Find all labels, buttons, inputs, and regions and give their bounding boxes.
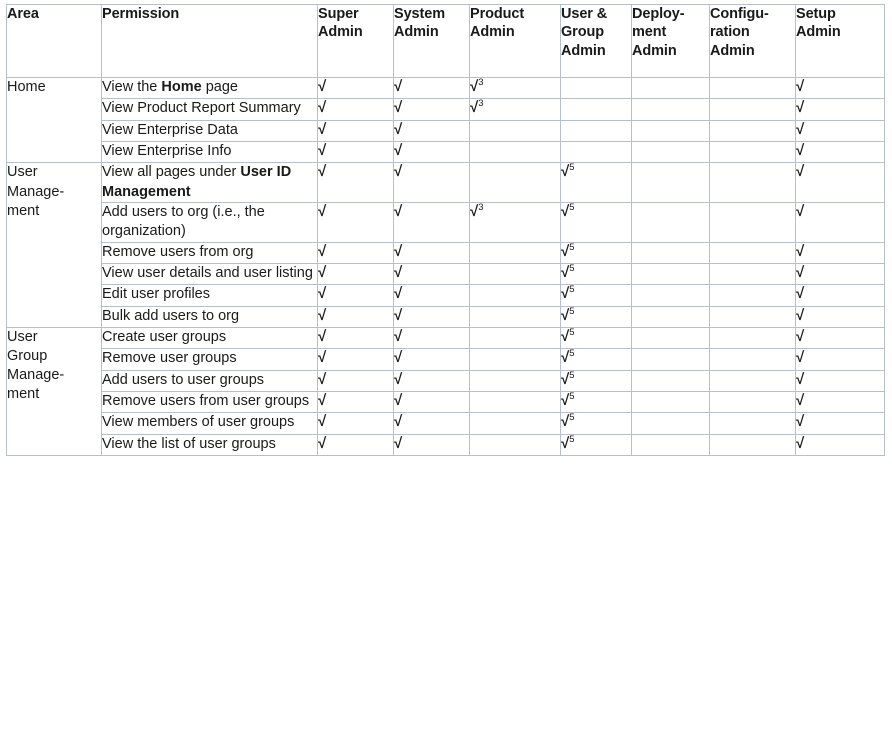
permission-empty-user-group bbox=[561, 120, 632, 141]
permission-text: Remove users from org bbox=[102, 243, 254, 260]
permission-empty-configuration bbox=[710, 263, 796, 284]
permission-text: Edit user profiles bbox=[102, 286, 210, 303]
check-icon: √ bbox=[394, 163, 403, 181]
footnote-marker: 3 bbox=[478, 98, 484, 110]
column-header-line: Admin bbox=[561, 42, 606, 59]
check-icon: √ bbox=[796, 413, 805, 431]
permission-empty-configuration bbox=[710, 349, 796, 370]
permission-text: View user details and user listing bbox=[102, 264, 313, 281]
permission-empty-deployment bbox=[632, 263, 710, 284]
column-header-line: System bbox=[394, 6, 445, 22]
permission-granted-user-group bbox=[561, 242, 632, 263]
check-icon: √ bbox=[796, 142, 805, 160]
check-icon: √$^5$ bbox=[561, 369, 575, 388]
permission-emphasis: Home bbox=[161, 79, 202, 95]
check-icon: √ bbox=[394, 413, 403, 431]
check-icon: √$^5$ bbox=[561, 326, 575, 345]
table-row bbox=[7, 78, 885, 99]
check-icon: √ bbox=[394, 327, 403, 345]
check-icon: √$^3$ bbox=[470, 98, 484, 117]
permission-empty-configuration bbox=[710, 142, 796, 163]
permission-granted-super bbox=[318, 306, 394, 327]
permission-empty-deployment bbox=[632, 327, 710, 348]
footnote-marker: 5 bbox=[569, 241, 575, 253]
permission-empty-deployment bbox=[632, 306, 710, 327]
permission-empty-deployment bbox=[632, 370, 710, 391]
column-header-line: User & bbox=[561, 6, 608, 22]
check-icon: √ bbox=[394, 120, 403, 138]
permission-granted-user-group bbox=[561, 202, 632, 242]
permission-granted-system bbox=[394, 327, 470, 348]
check-icon: √ bbox=[394, 242, 403, 260]
permission-granted-setup bbox=[796, 370, 885, 391]
permission-empty-deployment bbox=[632, 120, 710, 141]
permission-text: View Enterprise Info bbox=[102, 143, 232, 160]
check-icon: √ bbox=[318, 370, 327, 388]
check-icon: √ bbox=[796, 434, 805, 452]
check-icon: √ bbox=[318, 78, 327, 95]
check-icon: √$^5$ bbox=[561, 262, 575, 281]
permission-empty-product bbox=[470, 163, 561, 203]
check-icon: √ bbox=[318, 142, 327, 160]
check-icon: √ bbox=[318, 163, 327, 181]
permission-empty-deployment bbox=[632, 434, 710, 455]
permission-empty-deployment bbox=[632, 202, 710, 242]
check-icon: √ bbox=[796, 263, 805, 281]
permission-granted-system bbox=[394, 306, 470, 327]
permission-text: page bbox=[201, 79, 238, 95]
permission-granted-user-group bbox=[561, 370, 632, 391]
permission-granted-system bbox=[394, 285, 470, 306]
permission-granted-setup bbox=[796, 349, 885, 370]
permission-granted-super bbox=[318, 391, 394, 412]
column-header-line: ration bbox=[710, 24, 750, 41]
check-icon: √ bbox=[796, 349, 805, 367]
column-header-system bbox=[394, 5, 470, 78]
permission-granted-system bbox=[394, 434, 470, 455]
permission-granted-system bbox=[394, 242, 470, 263]
area-label-line: ment bbox=[7, 386, 40, 403]
permission-text: Remove user groups bbox=[102, 350, 237, 367]
permission-empty-deployment bbox=[632, 142, 710, 163]
check-icon: √$^5$ bbox=[561, 412, 575, 431]
permission-empty-configuration bbox=[710, 120, 796, 141]
permission-granted-product bbox=[470, 99, 561, 120]
column-header-line: Admin bbox=[470, 24, 515, 41]
check-icon: √$^5$ bbox=[561, 284, 575, 303]
permission-matrix-table bbox=[6, 4, 885, 456]
permission-granted-system bbox=[394, 202, 470, 242]
footnote-marker: 5 bbox=[569, 412, 575, 424]
permission-empty-configuration bbox=[710, 434, 796, 455]
column-header-line: Admin bbox=[632, 42, 677, 59]
footnote-marker: 5 bbox=[569, 262, 575, 274]
permission-granted-system bbox=[394, 78, 470, 99]
permission-granted-system bbox=[394, 349, 470, 370]
permission-cell bbox=[102, 370, 318, 391]
permission-empty-product bbox=[470, 349, 561, 370]
permission-granted-super bbox=[318, 120, 394, 141]
footnote-marker: 5 bbox=[569, 390, 575, 402]
permission-granted-super bbox=[318, 370, 394, 391]
permission-text: View members of user groups bbox=[102, 414, 295, 431]
permission-empty-product bbox=[470, 242, 561, 263]
footnote-marker: 5 bbox=[569, 326, 575, 338]
permission-granted-super bbox=[318, 434, 394, 455]
permission-empty-configuration bbox=[710, 202, 796, 242]
permission-granted-super bbox=[318, 413, 394, 434]
table-row bbox=[7, 163, 885, 203]
permission-empty-product bbox=[470, 263, 561, 284]
check-icon: √ bbox=[796, 242, 805, 260]
column-header-line: Setup bbox=[796, 6, 836, 22]
footnote-marker: 5 bbox=[569, 162, 575, 174]
area-label-line: Manage- bbox=[7, 183, 65, 200]
permission-text: Create user groups bbox=[102, 328, 227, 345]
table-row bbox=[7, 242, 885, 263]
check-icon: √ bbox=[318, 263, 327, 281]
check-icon: √$^5$ bbox=[561, 433, 575, 452]
column-header-setup bbox=[796, 5, 885, 78]
area-label-line: Group bbox=[7, 348, 48, 364]
permission-empty-configuration bbox=[710, 327, 796, 348]
area-label-line: Manage- bbox=[7, 367, 65, 384]
column-header-line: Group bbox=[561, 24, 604, 41]
column-header-line: Deploy- bbox=[632, 6, 685, 22]
permission-granted-super bbox=[318, 78, 394, 99]
permission-granted-setup bbox=[796, 434, 885, 455]
column-header-configuration bbox=[710, 5, 796, 78]
check-icon: √ bbox=[394, 263, 403, 281]
permission-empty-configuration bbox=[710, 242, 796, 263]
table-row bbox=[7, 391, 885, 412]
permission-empty-deployment bbox=[632, 163, 710, 203]
permission-granted-super bbox=[318, 242, 394, 263]
permission-text: View the list of user groups bbox=[102, 435, 276, 452]
column-header-user-group bbox=[561, 5, 632, 78]
table-row bbox=[7, 285, 885, 306]
permission-granted-setup bbox=[796, 99, 885, 120]
area-label-line: ment bbox=[7, 202, 40, 219]
permission-empty-user-group bbox=[561, 142, 632, 163]
permission-granted-setup bbox=[796, 413, 885, 434]
table-row bbox=[7, 370, 885, 391]
permission-empty-product bbox=[470, 327, 561, 348]
permission-cell bbox=[102, 78, 318, 99]
permission-granted-user-group bbox=[561, 349, 632, 370]
table-row bbox=[7, 142, 885, 163]
check-icon: √ bbox=[394, 306, 403, 324]
check-icon: √$^3$ bbox=[470, 201, 484, 220]
permission-granted-setup bbox=[796, 242, 885, 263]
permission-empty-configuration bbox=[710, 306, 796, 327]
permission-granted-system bbox=[394, 163, 470, 203]
permission-cell bbox=[102, 327, 318, 348]
column-header-product bbox=[470, 5, 561, 78]
permission-empty-product bbox=[470, 434, 561, 455]
permission-cell bbox=[102, 306, 318, 327]
permission-granted-super bbox=[318, 349, 394, 370]
permission-granted-super bbox=[318, 163, 394, 203]
permission-empty-deployment bbox=[632, 285, 710, 306]
permission-granted-user-group bbox=[561, 434, 632, 455]
column-header-line: Product bbox=[470, 6, 525, 22]
check-icon: √ bbox=[318, 391, 327, 409]
column-header-super bbox=[318, 5, 394, 78]
permission-granted-system bbox=[394, 120, 470, 141]
permission-empty-configuration bbox=[710, 163, 796, 203]
permission-empty-product bbox=[470, 120, 561, 141]
column-header-line: Admin bbox=[394, 24, 439, 41]
permission-emphasis: User ID Management bbox=[102, 164, 292, 200]
column-header-line: Admin bbox=[318, 24, 363, 41]
permission-cell bbox=[102, 263, 318, 284]
permission-empty-product bbox=[470, 285, 561, 306]
area-label-line: User bbox=[7, 328, 38, 345]
table-row bbox=[7, 327, 885, 348]
check-icon: √$^5$ bbox=[561, 201, 575, 220]
permission-granted-super bbox=[318, 142, 394, 163]
permission-text: View Product Report Summary bbox=[102, 100, 301, 117]
check-icon: √$^5$ bbox=[561, 348, 575, 367]
check-icon: √$^5$ bbox=[561, 162, 575, 181]
column-header-line: Configu- bbox=[710, 6, 769, 22]
permission-granted-super bbox=[318, 99, 394, 120]
column-header-deployment bbox=[632, 5, 710, 78]
permission-empty-product bbox=[470, 413, 561, 434]
footnote-marker: 3 bbox=[478, 201, 484, 213]
check-icon: √ bbox=[796, 78, 805, 95]
footnote-marker: 5 bbox=[569, 284, 575, 296]
check-icon: √ bbox=[318, 413, 327, 431]
permission-granted-system bbox=[394, 142, 470, 163]
permission-empty-configuration bbox=[710, 413, 796, 434]
check-icon: √ bbox=[394, 285, 403, 303]
footnote-marker: 5 bbox=[569, 369, 575, 381]
permission-granted-setup bbox=[796, 142, 885, 163]
permission-granted-user-group bbox=[561, 285, 632, 306]
permission-granted-user-group bbox=[561, 163, 632, 203]
check-icon: √ bbox=[796, 327, 805, 345]
permission-granted-system bbox=[394, 413, 470, 434]
permission-granted-super bbox=[318, 285, 394, 306]
column-header-line: Admin bbox=[796, 24, 841, 41]
check-icon: √ bbox=[394, 349, 403, 367]
permission-granted-setup bbox=[796, 285, 885, 306]
permission-granted-system bbox=[394, 99, 470, 120]
permission-cell bbox=[102, 163, 318, 203]
permission-cell bbox=[102, 99, 318, 120]
permission-granted-user-group bbox=[561, 263, 632, 284]
permission-cell bbox=[102, 142, 318, 163]
table-row bbox=[7, 413, 885, 434]
permission-empty-configuration bbox=[710, 370, 796, 391]
permission-granted-user-group bbox=[561, 306, 632, 327]
permission-text: View Enterprise Data bbox=[102, 121, 238, 138]
check-icon: √ bbox=[796, 306, 805, 324]
footnote-marker: 5 bbox=[569, 305, 575, 317]
permission-empty-deployment bbox=[632, 349, 710, 370]
check-icon: √ bbox=[796, 391, 805, 409]
check-icon: √$^5$ bbox=[561, 390, 575, 409]
column-header-line: ment bbox=[632, 24, 667, 41]
table-row bbox=[7, 434, 885, 455]
permission-empty-configuration bbox=[710, 99, 796, 120]
permission-granted-setup bbox=[796, 391, 885, 412]
area-cell bbox=[7, 327, 102, 455]
footnote-marker: 5 bbox=[569, 348, 575, 360]
permission-empty-product bbox=[470, 142, 561, 163]
permission-empty-deployment bbox=[632, 78, 710, 99]
check-icon: √ bbox=[318, 120, 327, 138]
check-icon: √ bbox=[318, 306, 327, 324]
check-icon: √ bbox=[796, 99, 805, 117]
permission-empty-configuration bbox=[710, 391, 796, 412]
permission-granted-super bbox=[318, 263, 394, 284]
permission-cell bbox=[102, 120, 318, 141]
check-icon: √ bbox=[394, 434, 403, 452]
check-icon: √ bbox=[318, 242, 327, 260]
permission-granted-setup bbox=[796, 78, 885, 99]
permission-granted-setup bbox=[796, 306, 885, 327]
check-icon: √ bbox=[796, 163, 805, 181]
check-icon: √ bbox=[394, 78, 403, 95]
permission-empty-product bbox=[470, 370, 561, 391]
check-icon: √ bbox=[318, 285, 327, 303]
table-row bbox=[7, 120, 885, 141]
check-icon: √$^5$ bbox=[561, 305, 575, 324]
permission-granted-system bbox=[394, 263, 470, 284]
permission-granted-super bbox=[318, 327, 394, 348]
table-row bbox=[7, 99, 885, 120]
permission-cell bbox=[102, 202, 318, 242]
column-header-line: Area bbox=[7, 6, 39, 22]
permission-granted-user-group bbox=[561, 413, 632, 434]
permission-empty-user-group bbox=[561, 99, 632, 120]
table-header bbox=[7, 5, 885, 78]
permission-text: Remove users from user groups bbox=[102, 392, 310, 409]
permission-empty-configuration bbox=[710, 78, 796, 99]
table-row bbox=[7, 349, 885, 370]
permission-cell bbox=[102, 285, 318, 306]
permission-granted-product bbox=[470, 78, 561, 99]
permission-text: Bulk add users to org bbox=[102, 307, 240, 324]
column-header-permission bbox=[102, 5, 318, 78]
column-header-line: Permission bbox=[102, 6, 180, 22]
check-icon: √ bbox=[318, 349, 327, 367]
permission-granted-setup bbox=[796, 120, 885, 141]
permission-empty-user-group bbox=[561, 78, 632, 99]
check-icon: √ bbox=[796, 285, 805, 303]
check-icon: √ bbox=[318, 99, 327, 117]
area-cell bbox=[7, 163, 102, 328]
permission-cell bbox=[102, 242, 318, 263]
permission-text: Add users to org (i.e., the organization) bbox=[102, 203, 265, 240]
permission-empty-deployment bbox=[632, 242, 710, 263]
check-icon: √ bbox=[318, 434, 327, 452]
permission-granted-system bbox=[394, 391, 470, 412]
footnote-marker: 5 bbox=[569, 201, 575, 213]
permission-granted-setup bbox=[796, 163, 885, 203]
permission-empty-product bbox=[470, 306, 561, 327]
footnote-marker: 3 bbox=[478, 77, 484, 88]
table-header-row bbox=[7, 5, 885, 78]
permission-granted-user-group bbox=[561, 391, 632, 412]
table-row bbox=[7, 263, 885, 284]
permission-granted-super bbox=[318, 202, 394, 242]
permission-cell bbox=[102, 391, 318, 412]
permission-empty-deployment bbox=[632, 99, 710, 120]
permission-text: View all pages under bbox=[102, 164, 241, 181]
permission-granted-system bbox=[394, 370, 470, 391]
permission-cell bbox=[102, 434, 318, 455]
table-row bbox=[7, 202, 885, 242]
permission-granted-user-group bbox=[561, 327, 632, 348]
column-header-area bbox=[7, 5, 102, 78]
permission-text: View the bbox=[102, 79, 162, 95]
check-icon: √ bbox=[796, 370, 805, 388]
permission-empty-deployment bbox=[632, 413, 710, 434]
permission-cell bbox=[102, 413, 318, 434]
permission-empty-configuration bbox=[710, 285, 796, 306]
permission-granted-setup bbox=[796, 263, 885, 284]
check-icon: √ bbox=[394, 391, 403, 409]
check-icon: √ bbox=[394, 99, 403, 117]
check-icon: √ bbox=[394, 370, 403, 388]
check-icon: √$^5$ bbox=[561, 241, 575, 260]
check-icon: √$^3$ bbox=[470, 77, 484, 95]
check-icon: √ bbox=[318, 202, 327, 220]
permission-granted-setup bbox=[796, 202, 885, 242]
check-icon: √ bbox=[394, 202, 403, 220]
table-body bbox=[7, 78, 885, 456]
area-label-line: User bbox=[7, 164, 38, 181]
footnote-marker: 5 bbox=[569, 433, 575, 445]
area-cell bbox=[7, 78, 102, 163]
check-icon: √ bbox=[796, 120, 805, 138]
check-icon: √ bbox=[796, 202, 805, 220]
check-icon: √ bbox=[394, 142, 403, 160]
permission-empty-product bbox=[470, 391, 561, 412]
permission-granted-product bbox=[470, 202, 561, 242]
check-icon: √ bbox=[318, 327, 327, 345]
permission-empty-deployment bbox=[632, 391, 710, 412]
permission-text: Add users to user groups bbox=[102, 371, 265, 388]
column-header-line: Super bbox=[318, 6, 359, 22]
permission-granted-setup bbox=[796, 327, 885, 348]
column-header-line: Admin bbox=[710, 42, 755, 59]
permission-cell bbox=[102, 349, 318, 370]
area-label-line: Home bbox=[7, 79, 46, 95]
table-row bbox=[7, 306, 885, 327]
